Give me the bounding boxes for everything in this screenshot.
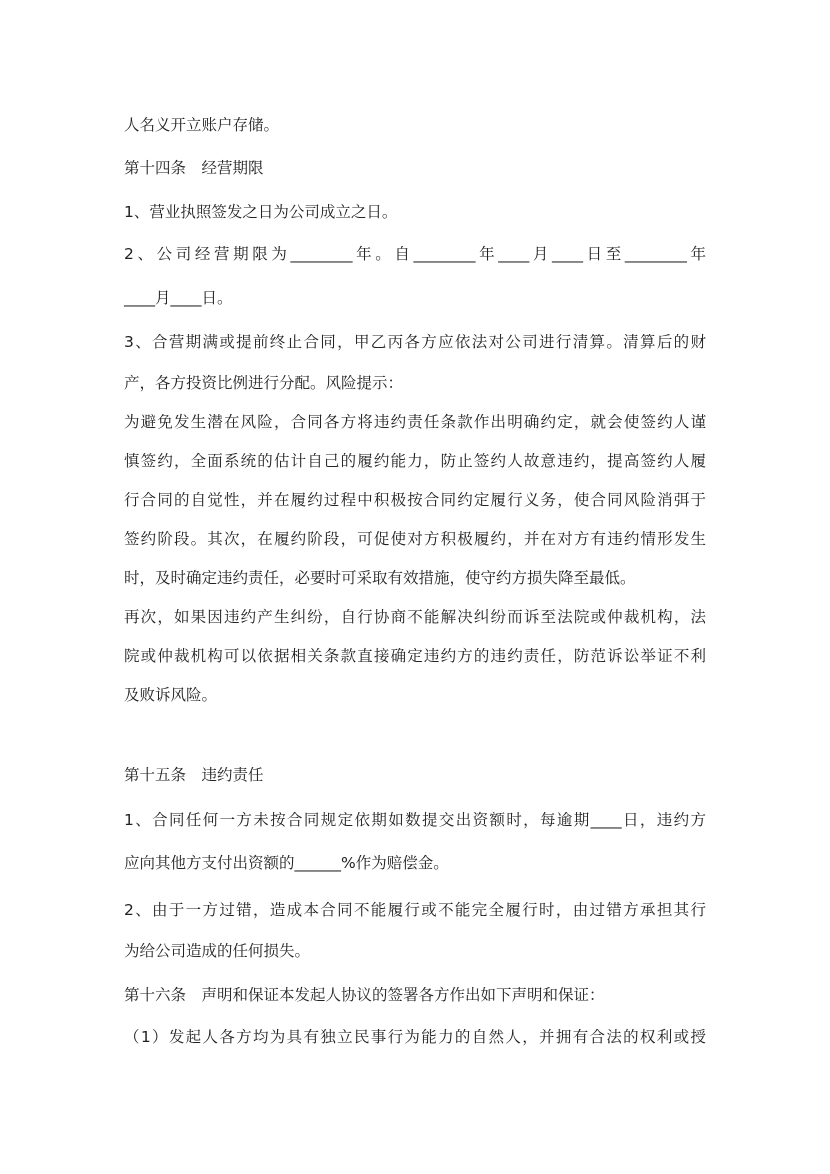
article-heading: 第十六条 声明和保证本发起人协议的签署各方作出如下声明和保证： <box>124 986 605 1004</box>
text-line: 2、由于一方过错，造成本合同不能履行或不能完全履行时，由过错方承担其行 <box>124 901 706 919</box>
text-line: 及败诉风险。 <box>124 686 218 704</box>
text-line: 为给公司造成的任何损失。 <box>124 942 311 960</box>
text-line: 3、合营期满或提前终止合同，甲乙丙各方应依法对公司进行清算。清算后的财 <box>124 333 706 351</box>
text-line: 院或仲裁机构可以依据相关条款直接确定违约方的违约责任，防范诉讼举证不利 <box>124 647 706 665</box>
text-line: 人名义开立账户存储。 <box>124 116 280 134</box>
text-line: 产，各方投资比例进行分配。风险提示： <box>124 374 404 392</box>
text-line: 慎签约，全面系统的估计自己的履约能力，防止签约人故意违约，提高签约人履 <box>124 452 706 470</box>
text-line: 行合同的自觉性，并在履约过程中积极按合同约定履行义务，使合同风险消弭于 <box>124 491 706 509</box>
text-line: ____月____日。 <box>124 289 233 307</box>
text-line: 时，及时确定违约责任，必要时可采取有效措施，使守约方损失降至最低。 <box>124 569 636 587</box>
text-line: 签约阶段。其次，在履约阶段，可促使对方积极履约，并在对方有违约情形发生 <box>124 530 706 548</box>
text-line: 应向其他方支付出资额的______%作为赔偿金。 <box>124 854 449 872</box>
text-line: 2、公司经营期限为________年。自________年____月____日至________年 <box>124 245 706 263</box>
text-line: 1、营业执照签发之日为公司成立之日。 <box>124 203 398 221</box>
text-line: 再次，如果因违约产生纠纷，自行协商不能解决纠纷而诉至法院或仲裁机构，法 <box>124 608 706 626</box>
article-heading: 第十五条 违约责任 <box>124 766 264 784</box>
text-line: 为避免发生潜在风险，合同各方将违约责任条款作出明确约定，就会使签约人谨 <box>124 413 706 431</box>
article-heading: 第十四条 经营期限 <box>124 159 264 177</box>
text-line: （1）发起人各方均为具有独立民事行为能力的自然人，并拥有合法的权利或授 <box>124 1028 706 1046</box>
text-line: 1、合同任何一方未按合同规定依期如数提交出资额时，每逾期____日，违约方 <box>124 811 706 829</box>
